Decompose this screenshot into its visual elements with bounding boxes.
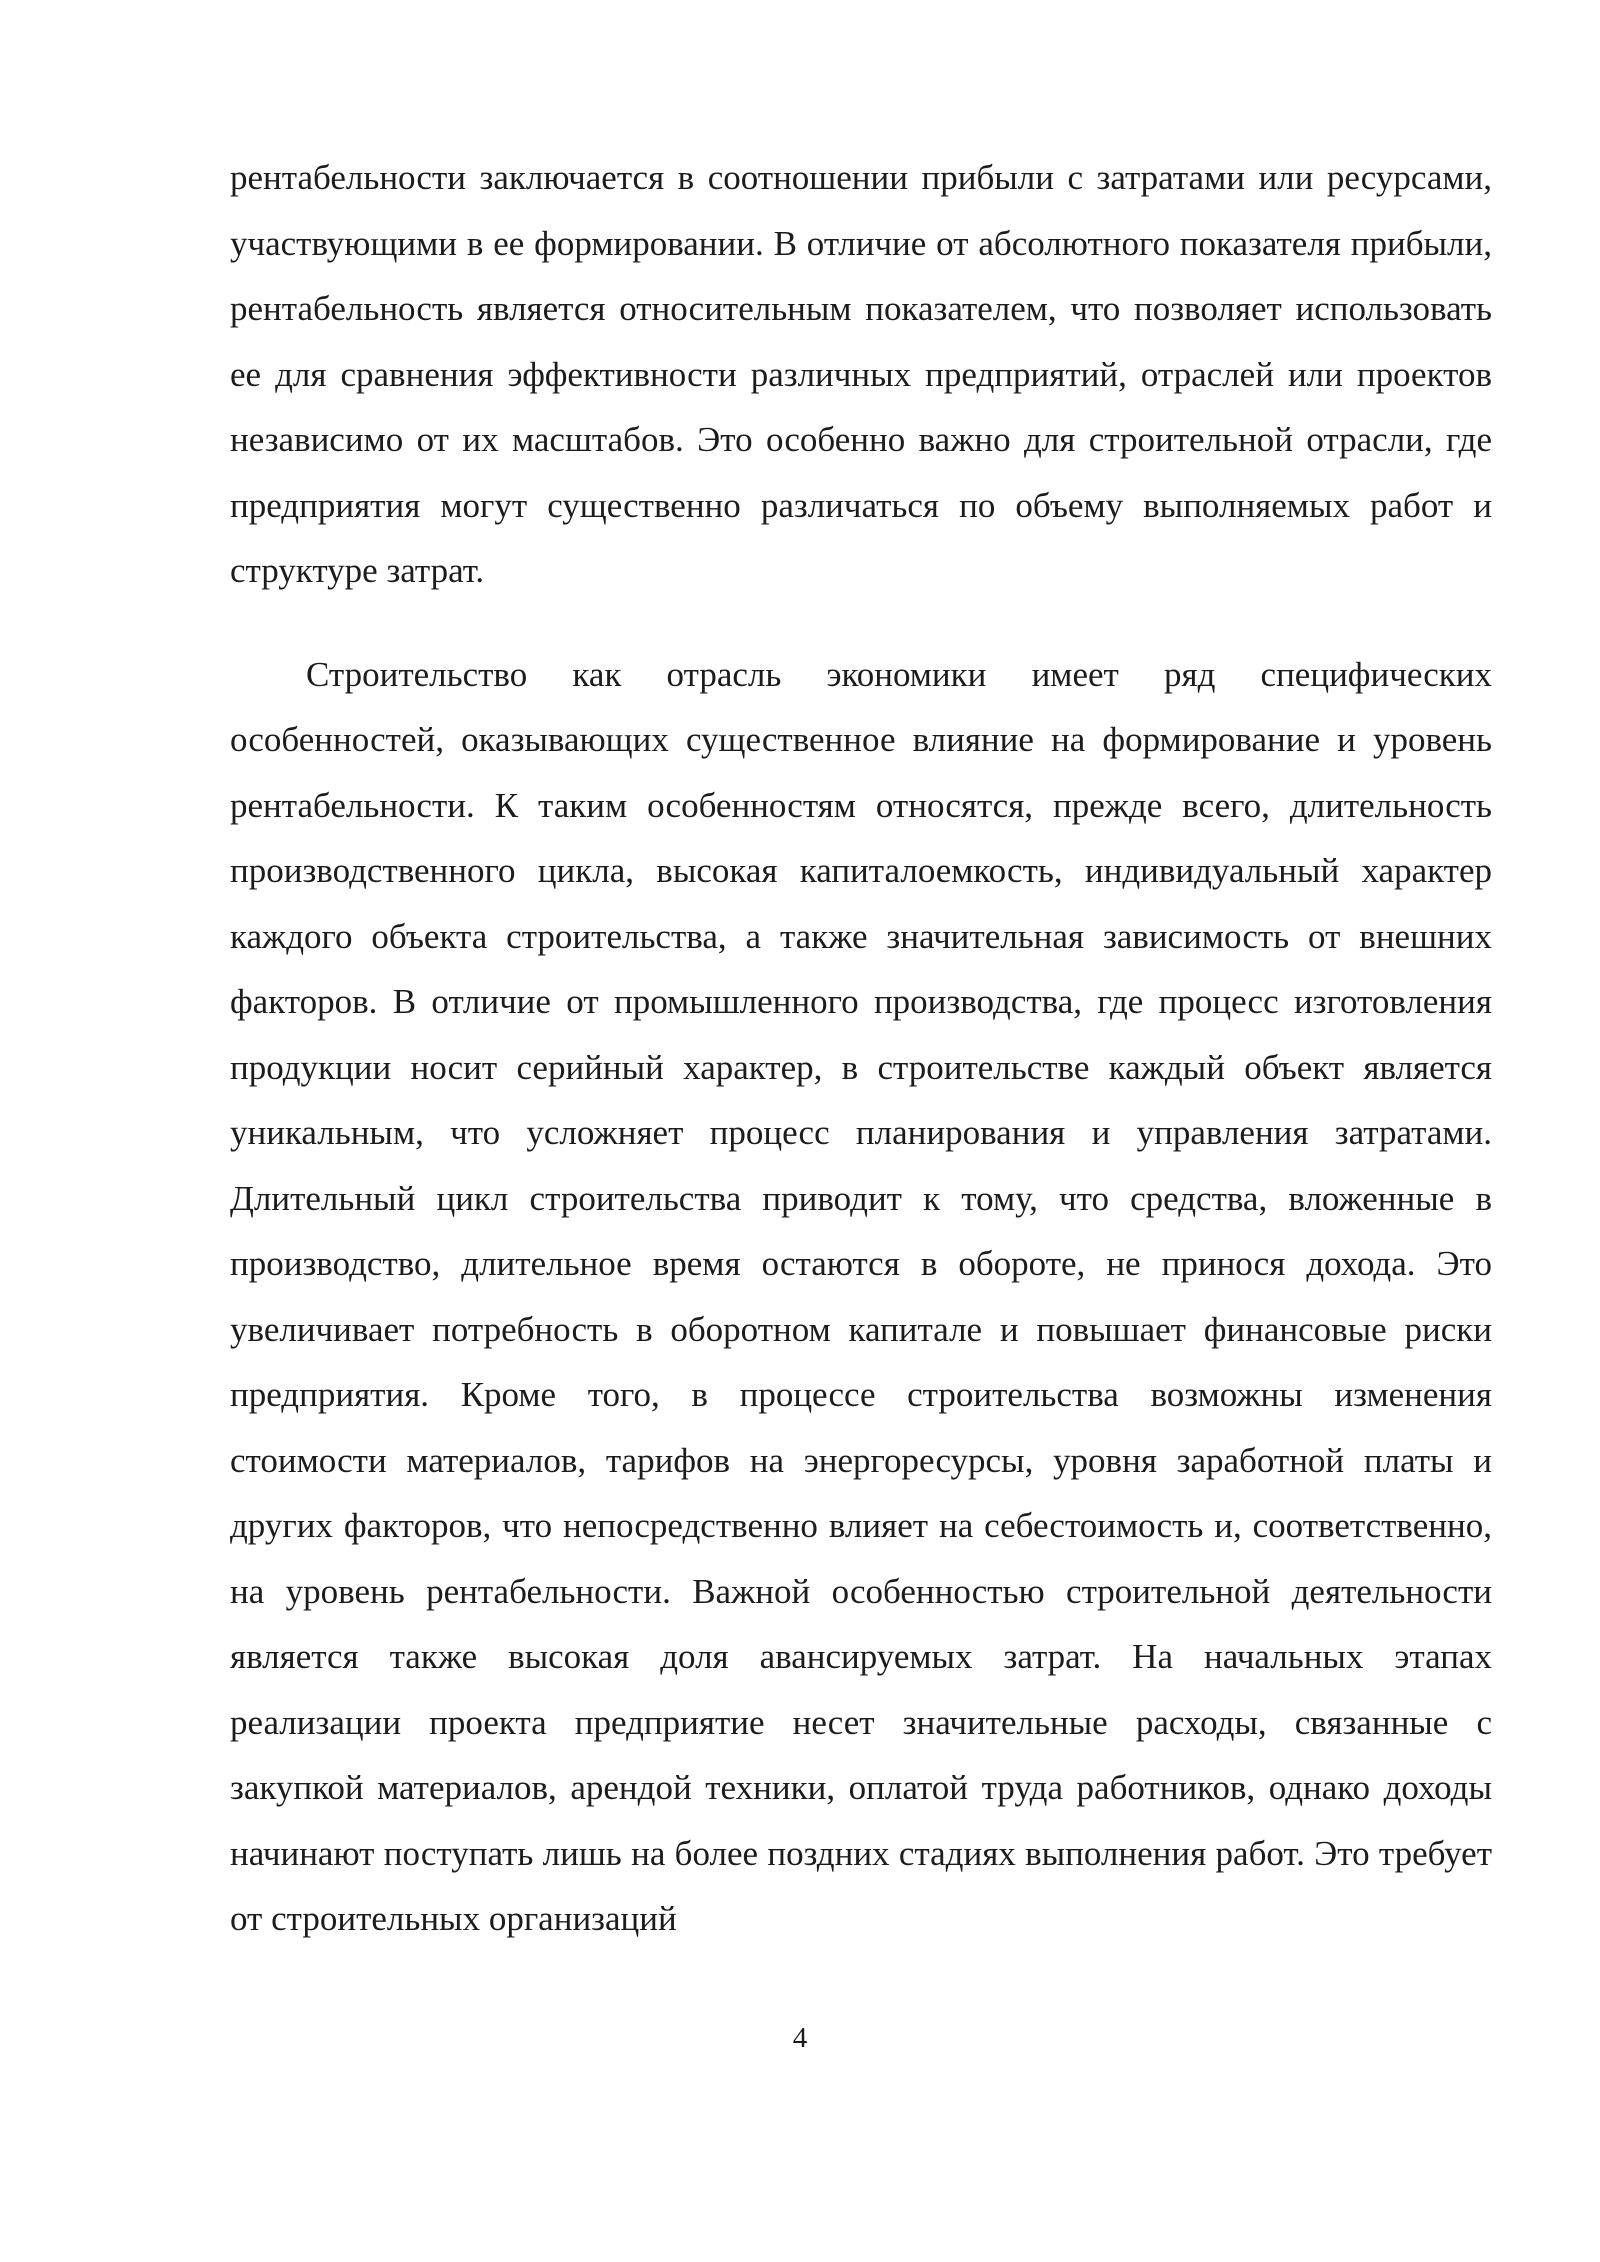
page-number: 4 — [792, 2022, 808, 2054]
paragraph-construction-features: Строительство как отрасль экономики имеет ряд специфических особенностей, оказывающих существенное влияние на формирование и уровень рентабельности. К таким особенностям относятся, прежде всего, длительность производственного цикла, высокая капиталоемкость, индивидуальный характер каждого объекта строительства, а также значительная зависимость от внешних факторов. В отличие от промышленного производства, где процесс изготовления продукции носит серийный характер, в строительстве каждый объект является уникальным, что усложняет процесс планирования и управления затратами. Длительный цикл строительства приводит к тому, что средства, вложенные в производство, длительное время остаются в обороте, не принося дохода. Это увеличивает потребность в оборотном капитале и повышает финансовые риски предприятия. Кроме того, в процессе строительства возможны изменения стоимости материалов, тарифов на энергоресурсы, уровня заработной платы и других факторов, что непосредственно влияет на себестоимость и, соответственно, на уровень рентабельности. Важной особенностью строительной деятельности является также высокая доля авансируемых затрат. На начальных этапах реализации проекта предприятие несет значительные расходы, связанные с закупкой материалов, арендой техники, оплатой труда работников, однако доходы начинают поступать лишь на более поздних стадиях выполнения работ. Это требует от строительных организаций — [230, 654, 1492, 1938]
body-text — [230, 145, 1492, 1952]
paragraph-continuation: рентабельности заключается в соотношении прибыли с затратами или ресурсами, участвующими в ее формировании. В отличие от абсолютного показателя прибыли, рентабельность является относительным показателем, что позволяет использовать ее для сравнения эффективности различных предприятий, отраслей или проектов независимо от их масштабов. Это особенно важно для строительной отрасли, где предприятия могут существенно различаться по объему выполняемых работ и структуре затрат. — [230, 158, 1492, 590]
